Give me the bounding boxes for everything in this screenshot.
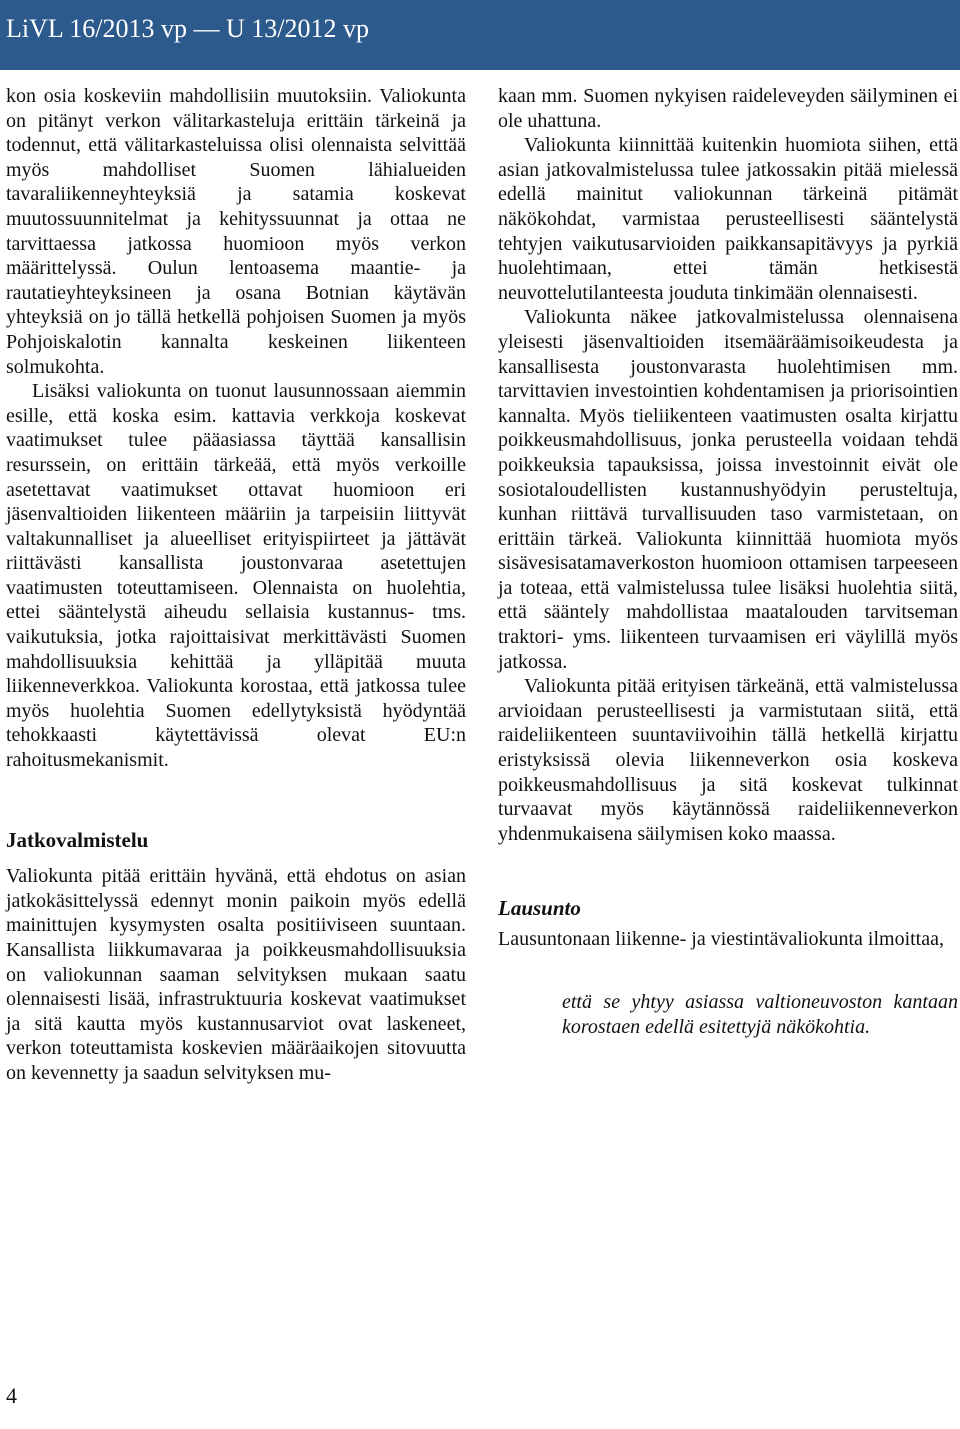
- body-paragraph: Valiokunta pitää erittäin hyvänä, että ehdotus on asian jatkokäsittelyssä edennyt monin paikoin myös edellä mainittujen kysymysten osalta positiiviseen suuntaan. Kansallista liikkumavaraa ja poikkeusmahdollisuuksia on valiokunnan saaman selvityksen mukaan saatu olennaisesti lisää, infrastruktuuria koskevat vaatimukset ja sitä kautta myös kustannusarviot ovat laskeneet, verkon toteuttamista koskevien määräaikojen sitovuutta on kevennetty ja saadun selvityksen mu-: [6, 865, 466, 1084]
- body-paragraph: Valiokunta näkee jatkovalmistelussa olennaisena yleisesti jäsenvaltioiden itsemääräämisoikeudesta ja kansallisesta joustonvarasta huolehtimisen mm. tarvittavien investointien kohdentamisen ja priorisointien kannalta. Myös tieliikenteen vaatimusten osalta kirjattu poikkeusmahdollisuus, jonka perusteella voidaan tehdä poikkeuksia tapauksissa, joissa investoinnit eivät ole sosiotaloudellisten kustannushyödyin perusteltuja, kunhan riittävä turvallisuuden taso varmistetaan, on erittäin tärkeä. Valiokunta kiinnittää huomiota myös sisävesisatamaverkoston huomioon ottamisen tarpeeseen ja toteaa, että valmistelussa tulee lisäksi huolehtia siitä, että sääntely mahdollistaa maatalouden tarvitseman traktori- yms. liikenteen turvaamisen eri väylillä myös jatkossa.: [498, 306, 958, 673]
- body-paragraph: Valiokunta kiinnittää kuitenkin huomiota siihen, että asian jatkovalmistelussa tulee jatkossakin pitää mielessä edellä mainitut valiokunnan tärkeinä pitämät näkökohdat, varmistaa perusteellisesti sääntelystä tehtyjen vaikutusarvioiden paikkansapitävyys ja pyrkiä huolehtimaan, ettei tämän hetkisestä neuvottelutilanteesta jouduta tinkimään olennaisesti.: [498, 134, 958, 304]
- section-heading-lausunto: Lausunto: [498, 896, 581, 921]
- section-heading-jatkovalmistelu: Jatkovalmistelu: [6, 827, 149, 852]
- body-paragraph: Lausuntonaan liikenne- ja viestintävaliokunta ilmoittaa,: [498, 928, 944, 950]
- left-column: [6, 84, 466, 1086]
- body-paragraph: Lisäksi valiokunta on tuonut lausunnossaan aiemmin esille, että koska esim. kattavia verkkoja koskevat vaatimukset tulee pääasiassa täyttää kansallisin resurssein, on erittäin tärkeää, että myös verkoille asetettavat vaatimukset ottavat huomioon eri jäsenvaltioiden liikenteen määriin ja tarpeisiin liittyvät valtakunnalliset ja alueelliset erityispiirteet ja jättävät riittävästi kansallista joustonvaraa asetettujen vaatimusten toteuttamiseen. Olennaista on huolehtia, ettei sääntelystä aiheudu sellaisia kustannus- tms. vaikutuksia, jotka rajoittaisivat merkittävästi Suomen mahdollisuuksia kehittää ja ylläpitää muuta liikenneverkkoa. Valiokunta korostaa, että jatkossa tulee myös huolehtia Suomen edellytyksistä hyödyntää tehokkaasti käytettävissä olevat EU:n rahoitusmekanismit.: [6, 380, 466, 772]
- right-column: [498, 84, 958, 1040]
- body-paragraph: kaan mm. Suomen nykyisen raideleveyden säilyminen ei ole uhattuna.: [498, 85, 958, 132]
- statement-text: että se yhtyy asiassa valtioneuvoston kantaan korostaen edellä esitettyjä näkökohtia.: [562, 990, 958, 1038]
- page-number: 4: [6, 1383, 17, 1408]
- body-paragraph: Valiokunta pitää erityisen tärkeänä, että valmistelussa arvioidaan perusteellisesti ja varmistutaan siitä, että raideliikenteen suuntaviivoihin tällä hetkellä kirjattu eristyksissä olevia liikenneverkon osia koskeva poikkeusmahdollisuus ja sitä koskevat tulkinnat turvaavat myös käytännössä raideliikenneverkon yhdenmukaisena säilymisen koko maassa.: [498, 675, 958, 845]
- page-header: [0, 0, 960, 70]
- body-paragraph: kon osia koskeviin mahdollisiin muutoksiin. Valiokunta on pitänyt verkon välitarkasteluja erittäin tärkeinä ja todennut, että välitarkasteluissa olisi olennaista selvittää myös mahdolliset Suomen lähialueiden tavaraliikenneyhteyksiä ja satamia koskevat muutossuunnitelmat ja kehityssuunnat ja ottaa ne tarvittaessa jatkossa huomioon myös verkon määrittelyssä. Oulun lentoasema maantie- ja rautatieyhteyksineen ja osana Botnian käytävän yhteyksiä on jo tällä hetkellä pohjoisen Suomen ja myös Pohjoiskalotin kannalta keskeinen liikenteen solmukohta.: [6, 85, 466, 378]
- document-reference: LiVL 16/2013 vp — U 13/2012 vp: [6, 14, 370, 43]
